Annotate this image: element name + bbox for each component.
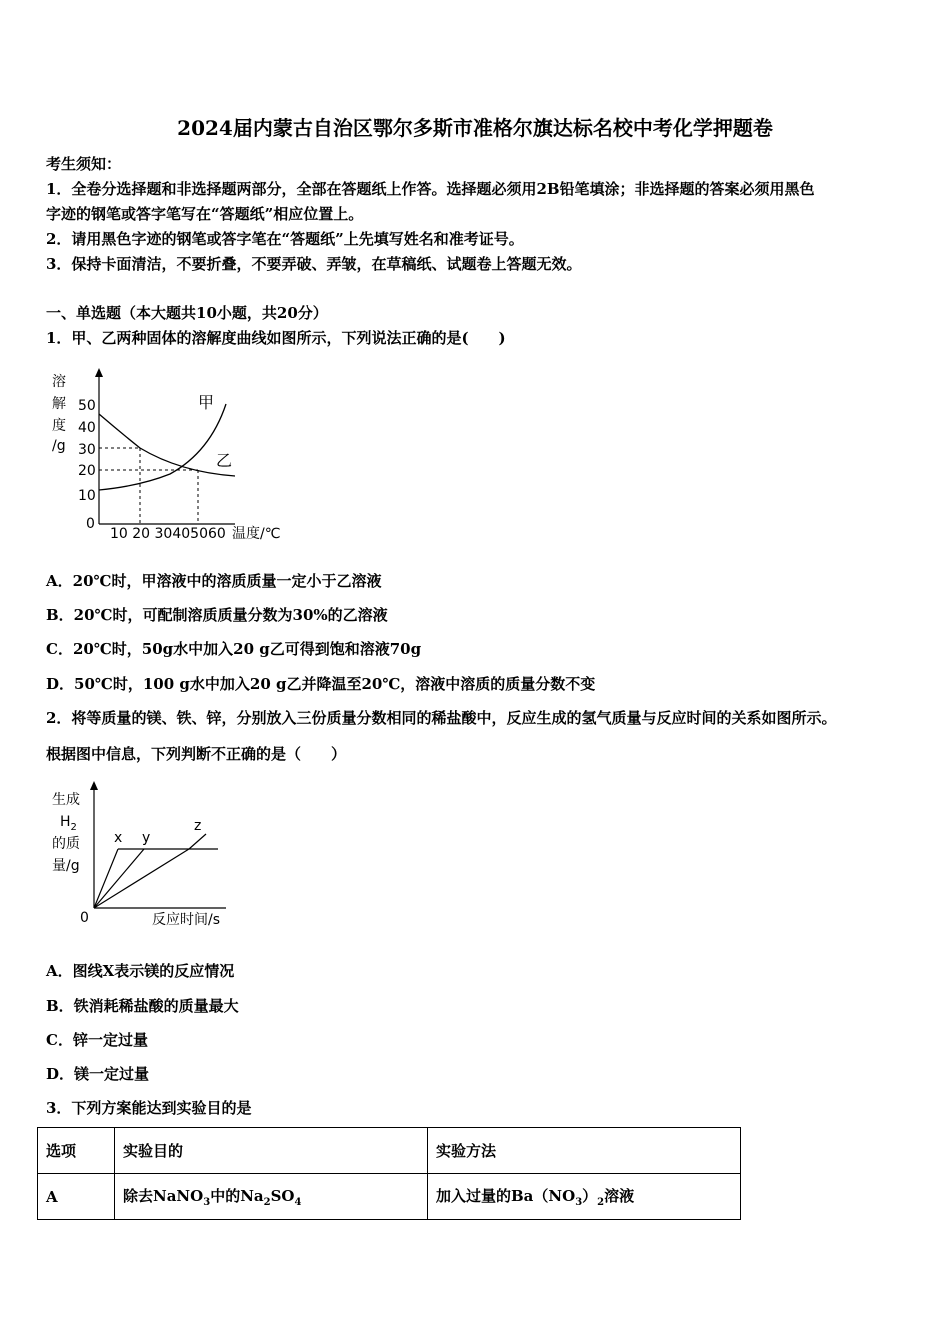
q2-option-d: D．镁一定过量 <box>46 1065 150 1083</box>
row-a-option: A <box>38 1174 115 1220</box>
y-label-1: 溶 <box>52 374 66 390</box>
h2-y-label-3: 的质 <box>52 836 80 852</box>
line-z <box>94 849 189 908</box>
h2-y-axis-arrow <box>90 781 98 790</box>
q1-stem: 1．甲、乙两种固体的溶解度曲线如图所示，下列说法正确的是( ) <box>46 329 506 347</box>
page-title: 2024届内蒙古自治区鄂尔多斯市准格尔旗达标名校中考化学押题卷 <box>177 116 773 140</box>
y-axis-arrow <box>95 368 103 377</box>
hydrogen-figure <box>46 776 246 936</box>
line-z-pointer <box>189 834 206 849</box>
header-method: 实验方法 <box>428 1128 741 1174</box>
x-ticks: 10 20 30405060 <box>110 526 226 542</box>
q2-option-b: B．铁消耗稀盐酸的质量最大 <box>46 997 239 1015</box>
y-label-4: /g <box>52 438 66 454</box>
y-tick-30: 30 <box>78 442 96 458</box>
q3-stem: 3．下列方案能达到实验目的是 <box>46 1099 252 1117</box>
notice-item-1-line-1: 1．全卷分选择题和非选择题两部分，全部在答题纸上作答。选择题必须用2B铅笔填涂；非选择题的答案必须用黑色 <box>46 180 815 198</box>
line-x <box>94 849 118 908</box>
q2-option-a: A．图线X表示镁的反应情况 <box>46 962 235 980</box>
x-label: 温度/℃ <box>232 526 281 542</box>
y-tick-10: 10 <box>78 488 96 504</box>
curve-jia <box>99 404 226 490</box>
notice-heading: 考生须知： <box>46 155 122 173</box>
table-header-row <box>38 1128 741 1174</box>
h2-y-label-4: 量/g <box>52 858 80 874</box>
h2-y-label-1: 生成 <box>52 792 80 808</box>
curve-yi-label: 乙 <box>216 451 233 470</box>
y-tick-50: 50 <box>78 398 96 414</box>
line-y <box>94 849 144 908</box>
solubility-chart <box>40 362 300 552</box>
q2-stem-line-2: 根据图中信息，下列判断不正确的是（ ） <box>46 745 347 763</box>
label-y: y <box>142 830 151 846</box>
y-label-2: 解 <box>52 396 66 412</box>
h2-x-label: 反应时间/s <box>152 912 221 928</box>
section-heading: 一、单选题（本大题共10小题，共20分） <box>46 304 328 322</box>
q1-option-d: D．50℃时，100 g水中加入20 g乙并降温至20℃，溶液中溶质的质量分数不变 <box>46 675 596 693</box>
q1-option-a: A．20℃时，甲溶液中的溶质质量一定小于乙溶液 <box>46 572 382 590</box>
row-a-method: 加入过量的$Ba(NO_3)_2$溶液 <box>428 1174 741 1220</box>
row-a-purpose: 除去NaNO$_3$中的$Na_2SO_4$ <box>115 1174 428 1220</box>
y-tick-0: 0 <box>86 516 95 532</box>
header-purpose: 实验目的 <box>115 1128 428 1174</box>
y-tick-40: 40 <box>78 420 96 436</box>
y-label-3: 度 <box>52 418 66 434</box>
curve-yi <box>99 414 235 476</box>
label-z: z <box>194 818 202 834</box>
notice-item-2: 2．请用黑色字迹的钢笔或答字笔在“答题纸”上先填写姓名和准考证号。 <box>46 230 524 248</box>
table-row <box>38 1174 741 1220</box>
q1-option-c: C．20℃时，50g水中加入20 g乙可得到饱和溶液70g <box>46 640 422 658</box>
q2-option-c: C．锌一定过量 <box>46 1031 148 1049</box>
experiment-table <box>37 1127 741 1220</box>
notice-item-3: 3．保持卡面清洁，不要折叠，不要弄破、弄皱，在草稿纸、试题卷上答题无效。 <box>46 255 582 273</box>
header-option: 选项 <box>38 1128 115 1174</box>
notice-item-1-line-2: 字迹的钢笔或答字笔写在“答题纸”相应位置上。 <box>46 205 364 223</box>
curve-jia-label: 甲 <box>198 393 215 412</box>
q1-option-b: B．20℃时，可配制溶质质量分数为30%的乙溶液 <box>46 606 388 624</box>
q2-stem-line-1: 2．将等质量的镁、铁、锌，分别放入三份质量分数相同的稀盐酸中，反应生成的氢气质量与反应时间的关系如图所示。 <box>46 709 837 727</box>
h2-y-label-2: $H_2$ <box>60 814 77 833</box>
hydrogen-chart <box>46 776 246 936</box>
solubility-figure <box>40 362 300 552</box>
label-x: x <box>114 830 123 846</box>
y-tick-20: 20 <box>78 463 96 479</box>
h2-origin: 0 <box>80 910 89 926</box>
